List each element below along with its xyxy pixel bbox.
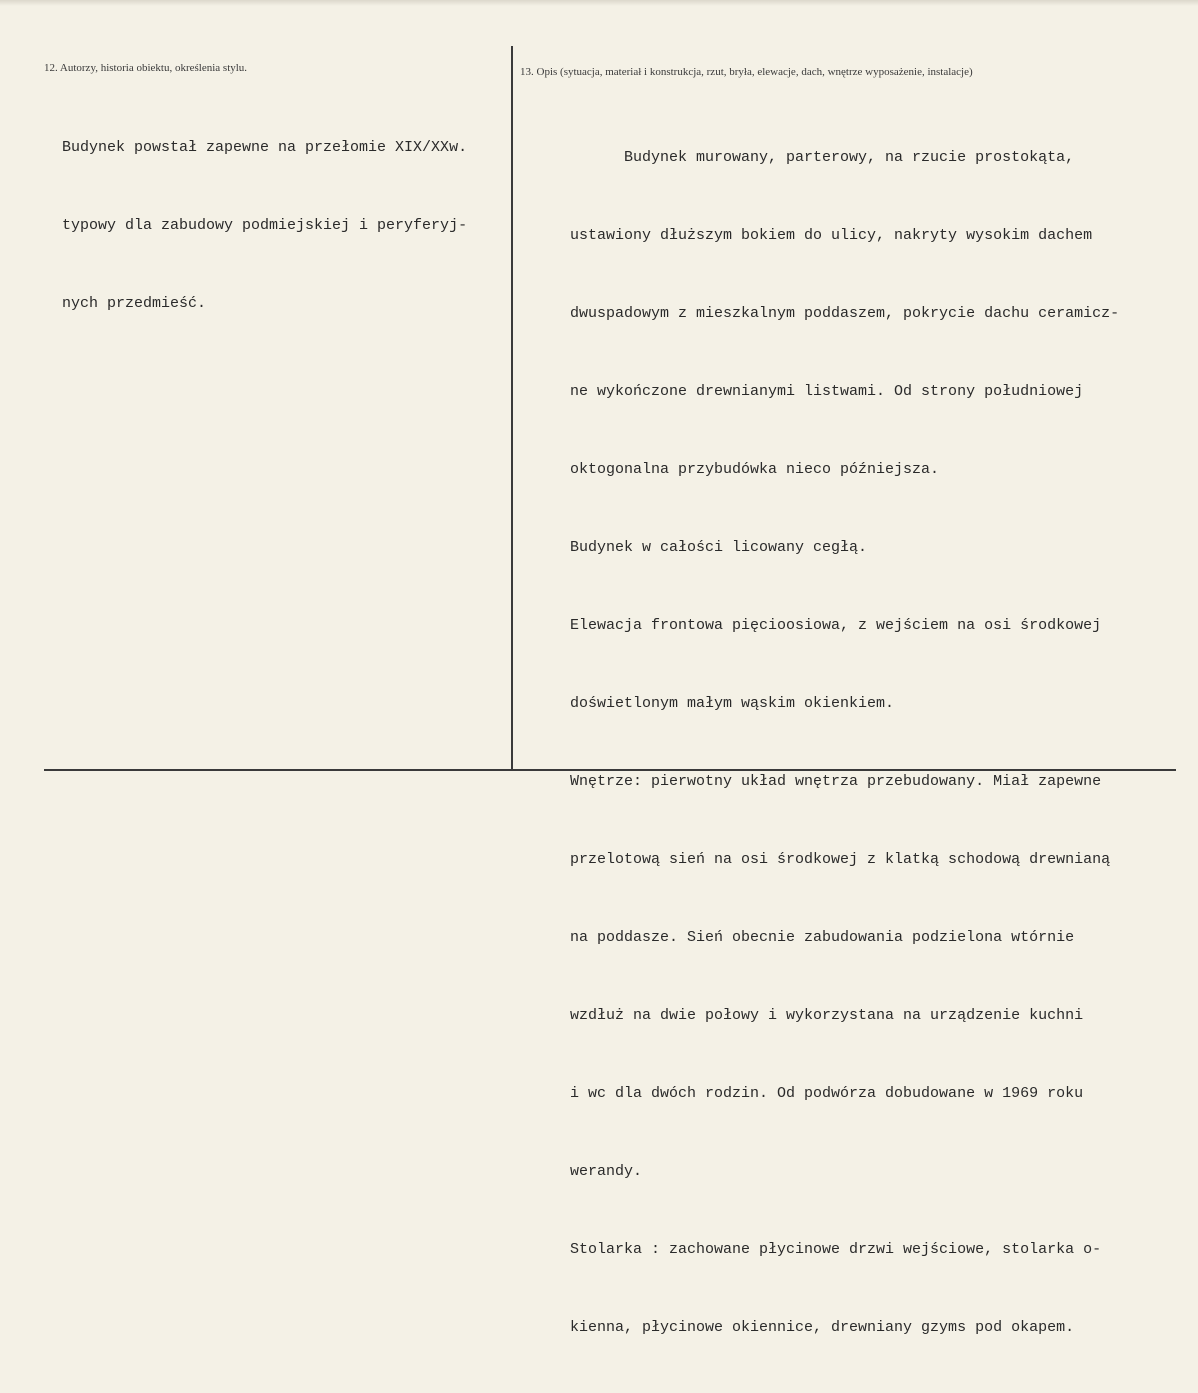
- text-line: oktogonalna przybudówka nieco późniejsza.: [570, 461, 940, 478]
- text-line: ustawiony dłuższym bokiem do ulicy, nakryty wysokim dachem: [570, 227, 1093, 244]
- text-line: ne wykończone drewnianymi listwami. Od strony południowej: [570, 383, 1084, 400]
- text-line: werandy.: [570, 1163, 643, 1180]
- text-line: dwuspadowym z mieszkalnym poddaszem, pokrycie dachu ceramicz-: [570, 305, 1120, 322]
- text-line: Budynek w całości licowany cegłą.: [570, 539, 868, 556]
- paper-edge: [0, 0, 1198, 6]
- section-12-label: 12. Autorzy, historia obiektu, określenia stylu.: [44, 62, 248, 74]
- section-12-text: [62, 83, 467, 369]
- section-13-text: [570, 93, 1119, 1393]
- text-line: Elewacja frontowa pięcioosiowa, z wejściem na osi środkowej: [570, 617, 1102, 634]
- text-line: kienna, płycinowe okiennice, drewniany gzyms pod okapem.: [570, 1319, 1075, 1336]
- text-line: nych przedmieść.: [62, 295, 207, 312]
- text-line: i wc dla dwóch rodzin. Od podwórza dobudowane w 1969 roku: [570, 1085, 1084, 1102]
- text-line: typowy dla zabudowy podmiejskiej i peryferyj-: [62, 217, 468, 234]
- text-line: Budynek powstał zapewne na przełomie XIX/XXw.: [62, 139, 468, 156]
- vertical-divider: [511, 46, 513, 770]
- text-line: na poddasze. Sień obecnie zabudowania podzielona wtórnie: [570, 929, 1075, 946]
- section-13-label: 13. Opis (sytuacja, materiał i konstrukcja, rzut, bryła, elewacje, dach, wnętrze wyposażenie, instalacje): [520, 66, 973, 78]
- text-line: doświetlonym małym wąskim okienkiem.: [570, 695, 895, 712]
- text-line: przelotową sień na osi środkowej z klatką schodową drewnianą: [570, 851, 1111, 868]
- text-line: Wnętrze: pierwotny układ wnętrza przebudowany. Miał zapewne: [570, 773, 1102, 790]
- text-line: Budynek murowany, parterowy, na rzucie prostokąta,: [570, 149, 1075, 166]
- text-line: wzdłuż na dwie połowy i wykorzystana na urządzenie kuchni: [570, 1007, 1084, 1024]
- horizontal-divider: [44, 769, 1176, 771]
- text-line: Stolarka : zachowane płycinowe drzwi wejściowe, stolarka o-: [570, 1241, 1102, 1258]
